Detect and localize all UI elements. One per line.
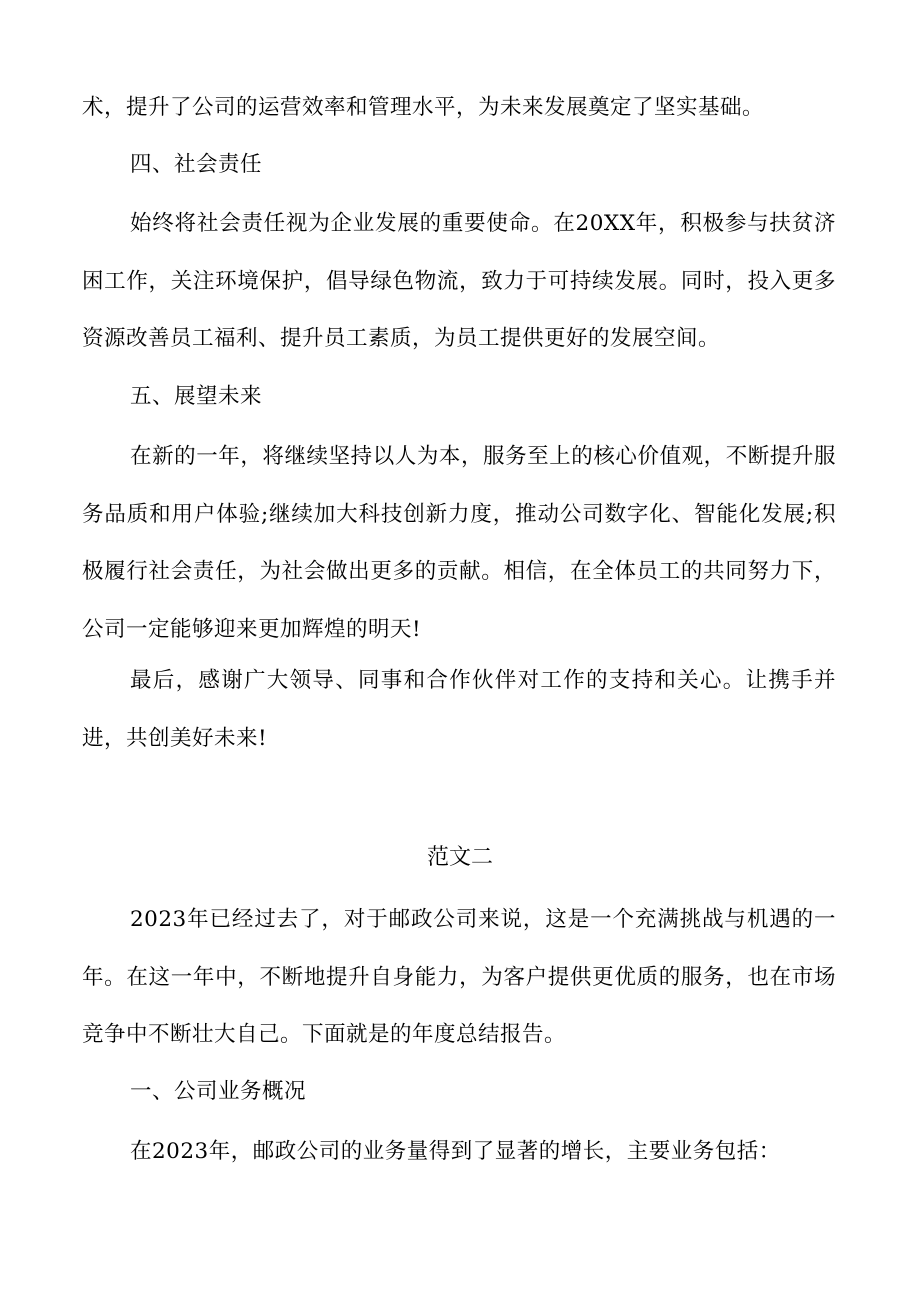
section-heading-social-responsibility: 四、社会责任 — [130, 152, 263, 177]
paragraph-intro: 2023年已经过去了，对于邮政公司来说，这是一个充满挑战与机遇的一年。在这一年中，不断地提升自身能力，为客户提供更优质的服务，也在市场竞争中不断壮大自己。下面就是的年度总结报告。 — [82, 907, 836, 1047]
section-heading-outlook: 五、展望未来 — [130, 384, 263, 409]
article-title: 范文二 — [426, 845, 493, 870]
paragraph-outlook: 在新的一年，将继续坚持以人为本，服务至上的核心价值观，不断提升服务品质和用户体验;继续加大科技创新力度，推动公司数字化、智能化发展;积极履行社会责任，为社会做出更多的贡献。相信，在全体员工的共同努力下，公司一定能够迎来更加辉煌的明天! — [82, 444, 836, 642]
paragraph-thanks: 最后，感谢广大领导、同事和合作伙伴对工作的支持和关心。让携手并进，共创美好未来! — [82, 668, 836, 751]
section-heading-business-overview: 一、公司业务概况 — [130, 1079, 307, 1104]
paragraph-continuation: 术，提升了公司的运营效率和管理水平，为未来发展奠定了坚实基础。 — [82, 95, 765, 120]
paragraph-social-responsibility: 始终将社会责任视为企业发展的重要使命。在20XX年，积极参与扶贫济困工作，关注环境保护，倡导绿色物流，致力于可持续发展。同时，投入更多资源改善员工福利、提升员工素质，为员工提供更好的发展空间。 — [82, 211, 836, 351]
paragraph-business: 在2023年，邮政公司的业务量得到了显著的增长，主要业务包括： — [130, 1139, 781, 1164]
